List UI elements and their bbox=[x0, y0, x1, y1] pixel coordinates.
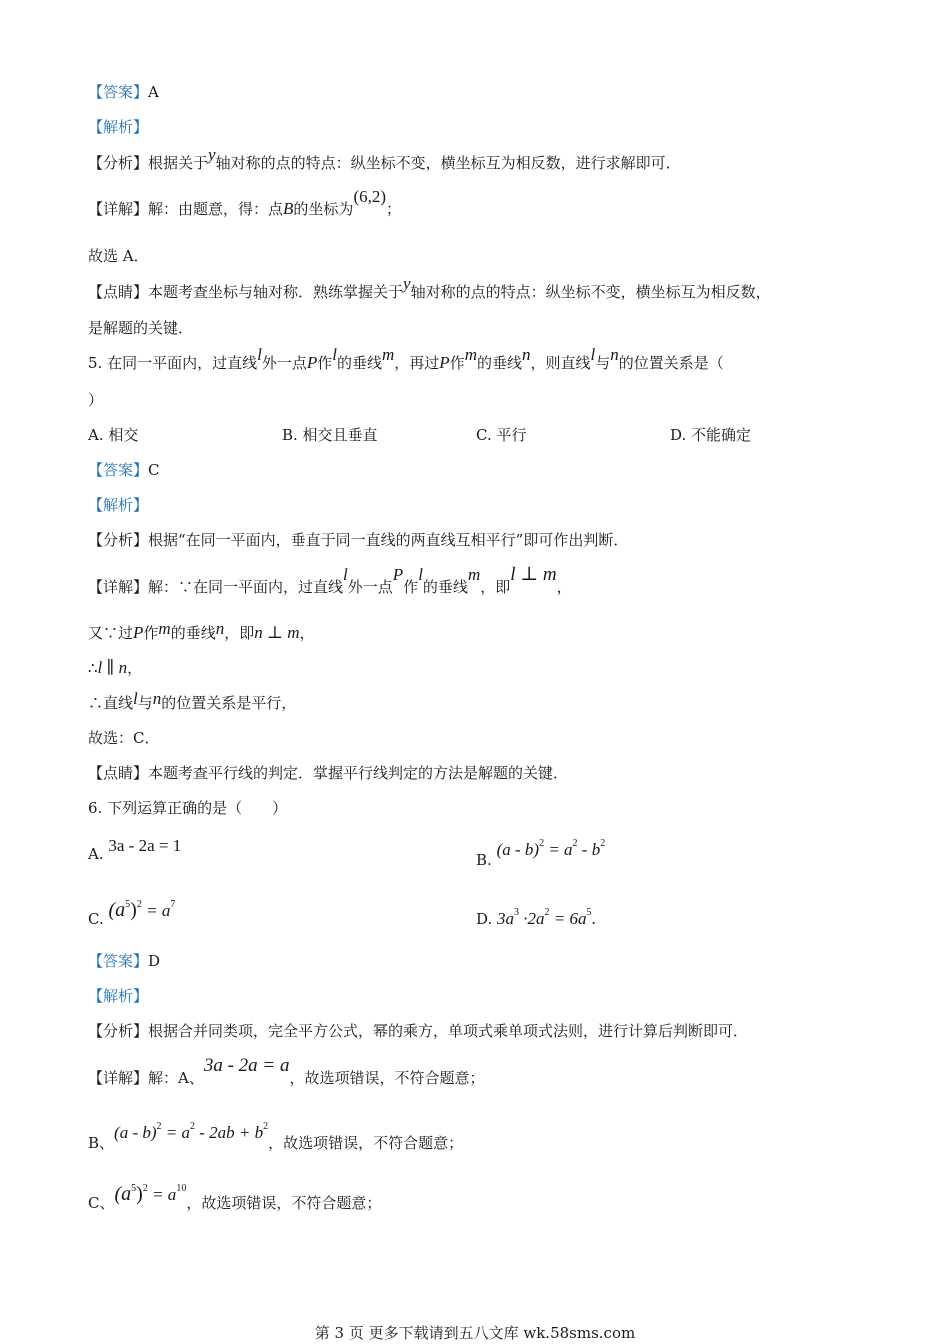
xiangjie-text: ， bbox=[556, 578, 572, 596]
var-n: n bbox=[522, 345, 531, 364]
xiangjie-text: 的垂线 bbox=[422, 578, 468, 596]
q5-stem bbox=[88, 345, 724, 373]
option-label: D. bbox=[476, 910, 493, 928]
coord: (6,2) bbox=[353, 187, 387, 206]
xiangjie-text: 解：由题意，得：点 bbox=[148, 200, 284, 218]
var-n: n bbox=[610, 345, 619, 364]
q5-xiangjie-1 bbox=[88, 564, 572, 597]
var-l: l bbox=[133, 689, 138, 708]
dianjing-text: 轴对称的点的特点：纵坐标不变，横坐标互为相反数， bbox=[410, 283, 771, 301]
analysis-tag: 【解析】 bbox=[88, 118, 149, 136]
fenxi-text: 根据“在同一平面内，垂直于同一直线的两直线互相平行”即可作出判断． bbox=[148, 531, 629, 549]
fenxi-tag: 【分析】 bbox=[88, 531, 149, 549]
exponent: 7 bbox=[170, 899, 176, 910]
expr-part: ) bbox=[136, 1183, 143, 1205]
xiangjie-text: ，故选项错误，不符合题意； bbox=[289, 1069, 485, 1087]
q5-xiangjie-3 bbox=[88, 658, 142, 678]
xiangjie-text: 解：∵在同一平面内，过直线 bbox=[148, 578, 344, 596]
var-m: m bbox=[382, 345, 395, 364]
expr-part: = a bbox=[161, 1123, 190, 1142]
analysis-tag: 【解析】 bbox=[88, 496, 149, 514]
stem-text: ，则直线 bbox=[530, 354, 591, 372]
exponent: 10 bbox=[176, 1183, 187, 1194]
expr bbox=[114, 1123, 268, 1142]
stem-text: 的垂线 bbox=[476, 354, 522, 372]
xiangjie-text: ，即 bbox=[224, 624, 255, 642]
q5-option-a: A. 相交 bbox=[88, 426, 139, 444]
q4-answer bbox=[88, 82, 159, 102]
var-l: l bbox=[343, 565, 348, 584]
fenxi-text: 根据关于 bbox=[148, 154, 209, 172]
xiangjie-text: 的垂线 bbox=[170, 624, 216, 642]
dianjing-text: 本题考查坐标与轴对称．熟练掌握关于 bbox=[148, 283, 404, 301]
q5-choose: 故选：C． bbox=[88, 729, 160, 747]
q5-option-d: D. 不能确定 bbox=[670, 426, 752, 444]
fenxi-tag: 【分析】 bbox=[88, 154, 149, 172]
xiangjie-text: 的坐标为 bbox=[293, 200, 354, 218]
fenxi-text: 根据合并同类项，完全平方公式，幂的乘方，单项式乘单项式法则，进行计算后判断即可． bbox=[148, 1022, 749, 1040]
q6-option-c bbox=[88, 899, 176, 929]
exponent: 5 bbox=[586, 907, 592, 918]
q5-stem-close: ） bbox=[88, 391, 104, 409]
expr-part: = a bbox=[544, 840, 573, 859]
q5-analysis bbox=[88, 495, 148, 515]
expr-part: - 2ab + b bbox=[195, 1123, 264, 1142]
xiangjie-text: B、 bbox=[88, 1134, 115, 1152]
q5-xiangjie-4 bbox=[88, 689, 297, 713]
xiangjie-text: 与 bbox=[137, 694, 153, 712]
xiangjie-text: ， bbox=[299, 624, 315, 642]
answer-tag: 【答案】 bbox=[88, 952, 149, 970]
xiangjie-tag: 【详解】 bbox=[88, 200, 149, 218]
xiangjie-text: ∴直线 bbox=[88, 694, 134, 712]
exponent: 5 bbox=[125, 899, 131, 910]
var-n: n bbox=[152, 689, 162, 708]
exponent: 2 bbox=[142, 1183, 148, 1194]
stem-text: 与 bbox=[595, 354, 611, 372]
xiangjie-text: ，故选项错误，不符合题意； bbox=[268, 1134, 464, 1152]
exponent: 3 bbox=[514, 907, 520, 918]
var-n: n bbox=[215, 619, 225, 638]
exponent: 2 bbox=[539, 838, 545, 849]
xiangjie-tag: 【详解】 bbox=[88, 578, 149, 596]
dianjing-tag: 【点睛】 bbox=[88, 764, 149, 782]
expr-part: ·2a bbox=[519, 909, 545, 928]
xiangjie-text: ， bbox=[127, 659, 143, 677]
exponent: 2 bbox=[156, 1121, 162, 1132]
xiangjie-text: C、 bbox=[88, 1194, 115, 1212]
q5-answer bbox=[88, 460, 160, 480]
stem-text: 的垂线 bbox=[336, 354, 382, 372]
q6-xiangjie-b bbox=[88, 1121, 464, 1153]
xiangjie-text: 解：A、 bbox=[148, 1069, 204, 1087]
expr-part: = 6a bbox=[549, 909, 587, 928]
option-label: A. bbox=[88, 845, 104, 863]
expr-part: 3a bbox=[497, 909, 515, 928]
stem-text: 外一点 bbox=[261, 354, 307, 372]
q6-fenxi bbox=[88, 1021, 748, 1041]
dianjing-tag: 【点睛】 bbox=[88, 283, 149, 301]
relation-l-perp-m: l ⊥ m bbox=[510, 564, 557, 585]
fenxi-text: 轴对称的点的特点：纵坐标不变，横坐标互为相反数，进行求解即可． bbox=[215, 154, 681, 172]
stem-text: 的位置关系是（ bbox=[618, 354, 724, 372]
q4-fenxi bbox=[88, 145, 681, 173]
xiangjie-text: 又∵过 bbox=[88, 624, 134, 642]
var-l: l bbox=[590, 345, 596, 364]
q6-stem: 6. 下列运算正确的是（ ） bbox=[88, 799, 288, 817]
var-y: y bbox=[208, 145, 216, 164]
xiangjie-tag: 【详解】 bbox=[88, 1069, 149, 1087]
exponent: 2 bbox=[190, 1121, 195, 1132]
stem-text: 作 bbox=[317, 354, 333, 372]
exponent: 5 bbox=[131, 1183, 137, 1194]
dianjing-text: 本题考查平行线的判定．掌握平行线判定的方法是解题的关键． bbox=[148, 764, 569, 782]
expr bbox=[114, 1185, 186, 1204]
expr-part: (a bbox=[108, 899, 126, 921]
option-expr bbox=[109, 901, 176, 920]
q4-analysis bbox=[88, 117, 148, 137]
xiangjie-text: ； bbox=[386, 200, 402, 218]
option-label: B. bbox=[476, 851, 492, 869]
expr-part: - b bbox=[577, 840, 601, 859]
answer-tag: 【答案】 bbox=[88, 461, 149, 479]
var-m: m bbox=[467, 565, 481, 584]
var-l: l bbox=[418, 565, 423, 584]
stem-text: 5. 在同一平面内，过直线 bbox=[88, 354, 258, 372]
xiangjie-text: 外一点 bbox=[347, 578, 393, 596]
expr: 3a - 2a = a bbox=[203, 1055, 290, 1076]
q5-xiangjie-2 bbox=[88, 619, 315, 643]
analysis-tag: 【解析】 bbox=[88, 987, 149, 1005]
exponent: 2 bbox=[572, 838, 578, 849]
expr-part: = a bbox=[141, 901, 171, 920]
q5-fenxi bbox=[88, 530, 628, 550]
page-footer: 第 3 页 更多下载请到五八文库 wk.58sms.com bbox=[314, 1324, 636, 1342]
q4-choose: 故选 A． bbox=[88, 247, 149, 265]
q5-dianjing bbox=[88, 763, 568, 783]
expr-part: (a - b) bbox=[496, 840, 540, 859]
q6-option-a bbox=[88, 836, 182, 864]
var-m: m bbox=[158, 619, 171, 638]
expr-part: . bbox=[591, 909, 596, 928]
q6-analysis bbox=[88, 986, 148, 1006]
answer-value: A bbox=[148, 83, 159, 101]
relation-n-perp-m: n ⊥ m bbox=[254, 623, 300, 642]
answer-value: C bbox=[148, 461, 160, 479]
var-y: y bbox=[403, 274, 411, 293]
option-expr: 3a - 2a = 1 bbox=[108, 836, 182, 855]
xiangjie-text: ，即 bbox=[480, 578, 511, 596]
expr-part: (a - b) bbox=[114, 1123, 157, 1142]
var-P: P bbox=[392, 565, 404, 584]
q4-dianjing-cont: 是解题的关键． bbox=[88, 319, 194, 337]
expr-part: (a bbox=[114, 1183, 132, 1205]
answer-tag: 【答案】 bbox=[88, 83, 149, 101]
option-label: C. bbox=[88, 910, 104, 928]
var-P: P bbox=[306, 353, 318, 372]
q6-xiangjie-c bbox=[88, 1183, 382, 1213]
q5-option-b: B. 相交且垂直 bbox=[282, 426, 378, 444]
exponent: 2 bbox=[263, 1121, 269, 1132]
xiangjie-text: 作 bbox=[143, 624, 159, 642]
var-l: l bbox=[257, 345, 262, 364]
exponent: 2 bbox=[600, 838, 606, 849]
var-B: B bbox=[283, 199, 294, 218]
q4-dianjing bbox=[88, 274, 771, 302]
fenxi-tag: 【分析】 bbox=[88, 1022, 149, 1040]
xiangjie-text: ，故选项错误，不符合题意； bbox=[186, 1194, 382, 1212]
stem-text: ，再过 bbox=[394, 354, 440, 372]
var-P: P bbox=[133, 623, 144, 642]
option-expr bbox=[497, 840, 606, 859]
q6-xiangjie-a bbox=[88, 1055, 485, 1088]
var-P: P bbox=[439, 353, 450, 372]
xiangjie-text: 作 bbox=[403, 578, 419, 596]
answer-value: D bbox=[148, 952, 161, 970]
therefore-symbol: ∴ bbox=[88, 659, 98, 677]
q6-option-d bbox=[476, 903, 596, 929]
stem-text: 作 bbox=[449, 354, 465, 372]
var-l: l bbox=[332, 345, 337, 364]
q4-xiangjie bbox=[88, 187, 402, 219]
expr-part: ) bbox=[130, 899, 137, 921]
xiangjie-text: 的位置关系是平行， bbox=[161, 694, 297, 712]
relation-l-parallel-n: l ∥ n bbox=[97, 658, 128, 677]
var-m: m bbox=[464, 345, 477, 364]
option-expr bbox=[497, 909, 596, 928]
expr-part: = a bbox=[147, 1185, 177, 1204]
q5-option-c: C. 平行 bbox=[476, 426, 527, 444]
exponent: 2 bbox=[544, 907, 550, 918]
q6-option-b bbox=[476, 838, 606, 870]
q6-answer bbox=[88, 951, 160, 971]
exponent: 2 bbox=[136, 899, 142, 910]
